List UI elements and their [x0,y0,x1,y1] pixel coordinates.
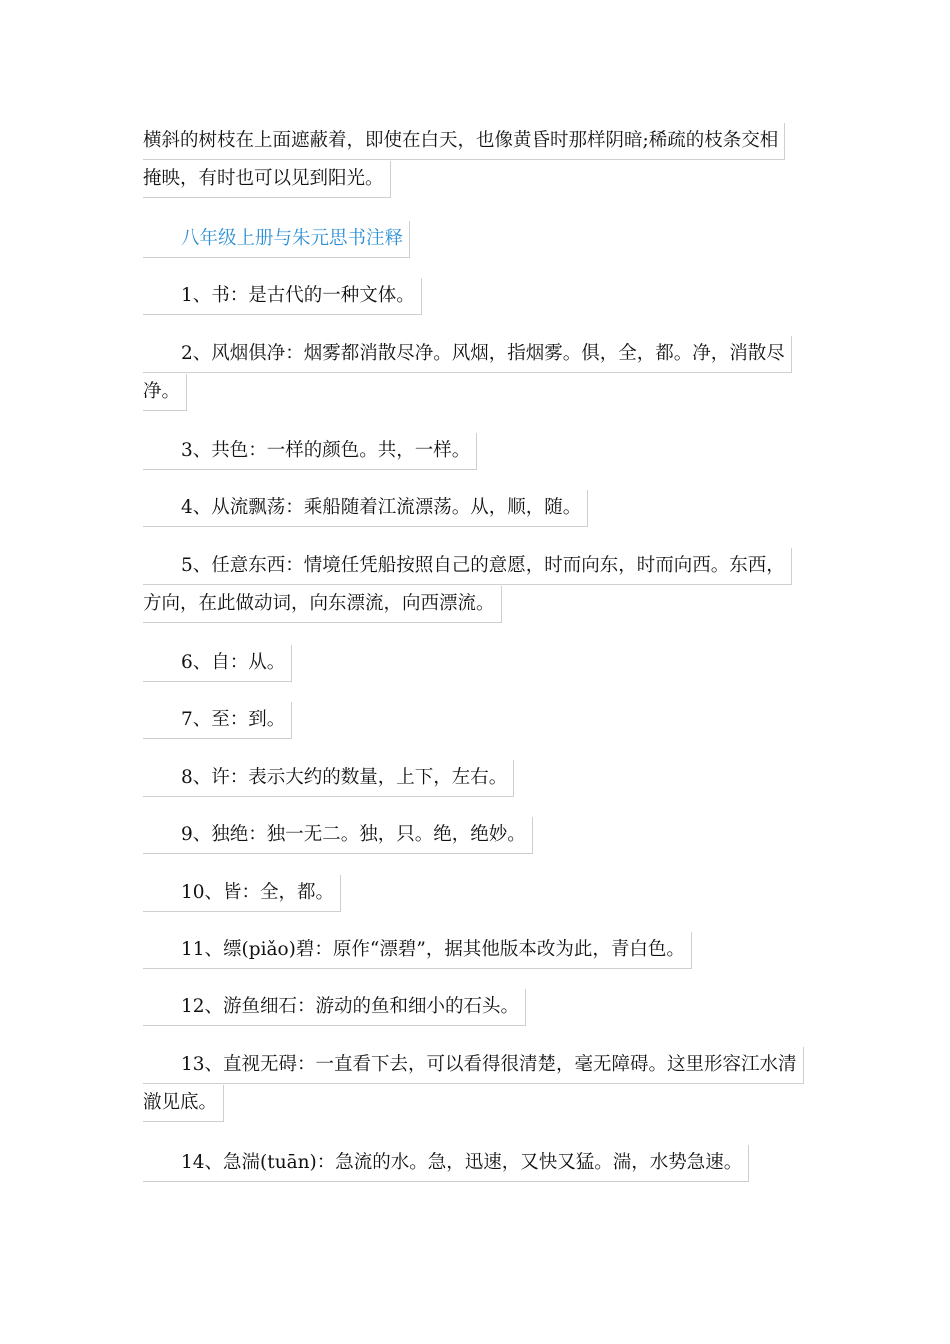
note-3 [143,432,806,470]
note-text: 6、自：从。 [143,645,292,682]
note-14 [143,1144,806,1182]
note-text-continued: 方向，在此做动词，向东漂流，向西漂流。 [143,586,502,623]
note-8 [143,759,806,797]
note-text: 5、任意东西：情境任凭船按照自己的意愿，时而向东，时而向西。东西， [143,548,792,585]
section-heading [143,220,806,258]
note-13 [143,1046,806,1122]
intro-line-2: 掩映，有时也可以见到阳光。 [143,161,391,198]
note-1 [143,277,806,315]
note-4 [143,489,806,527]
note-text: 10、皆：全，都。 [143,875,341,912]
note-text: 1、书：是古代的一种文体。 [143,278,422,315]
note-2 [143,335,806,411]
note-11 [143,931,806,969]
note-text: 2、风烟俱净：烟雾都消散尽净。风烟，指烟雾。俱，全，都。净，消散尽 [143,336,792,373]
note-text: 14、急湍(tuān)：急流的水。急，迅速，又快又猛。湍，水势急速。 [143,1145,749,1182]
note-12 [143,988,806,1026]
note-6 [143,644,806,682]
note-7 [143,701,806,739]
note-5 [143,547,806,623]
note-text: 4、从流飘荡：乘船随着江流漂荡。从，顺，随。 [143,490,588,527]
note-10 [143,874,806,912]
note-text: 9、独绝：独一无二。独，只。绝，绝妙。 [143,817,533,854]
intro-paragraph [143,122,806,198]
note-text: 7、至：到。 [143,702,292,739]
intro-line-1: 横斜的树枝在上面遮蔽着，即使在白天，也像黄昏时那样阴暗;稀疏的枝条交相 [143,123,785,160]
note-text-continued: 澈见底。 [143,1085,224,1122]
note-9 [143,816,806,854]
note-text: 13、直视无碍：一直看下去，可以看得很清楚，毫无障碍。这里形容江水清 [143,1047,804,1084]
note-text: 8、许：表示大约的数量，上下，左右。 [143,760,514,797]
heading-text: 八年级上册与朱元思书注释 [143,221,410,258]
note-text-continued: 净。 [143,374,187,411]
note-text: 11、缥(piǎo)碧：原作“漂碧”，据其他版本改为此，青白色。 [143,932,692,969]
note-text: 3、共色：一样的颜色。共，一样。 [143,433,477,470]
note-text: 12、游鱼细石：游动的鱼和细小的石头。 [143,989,526,1026]
